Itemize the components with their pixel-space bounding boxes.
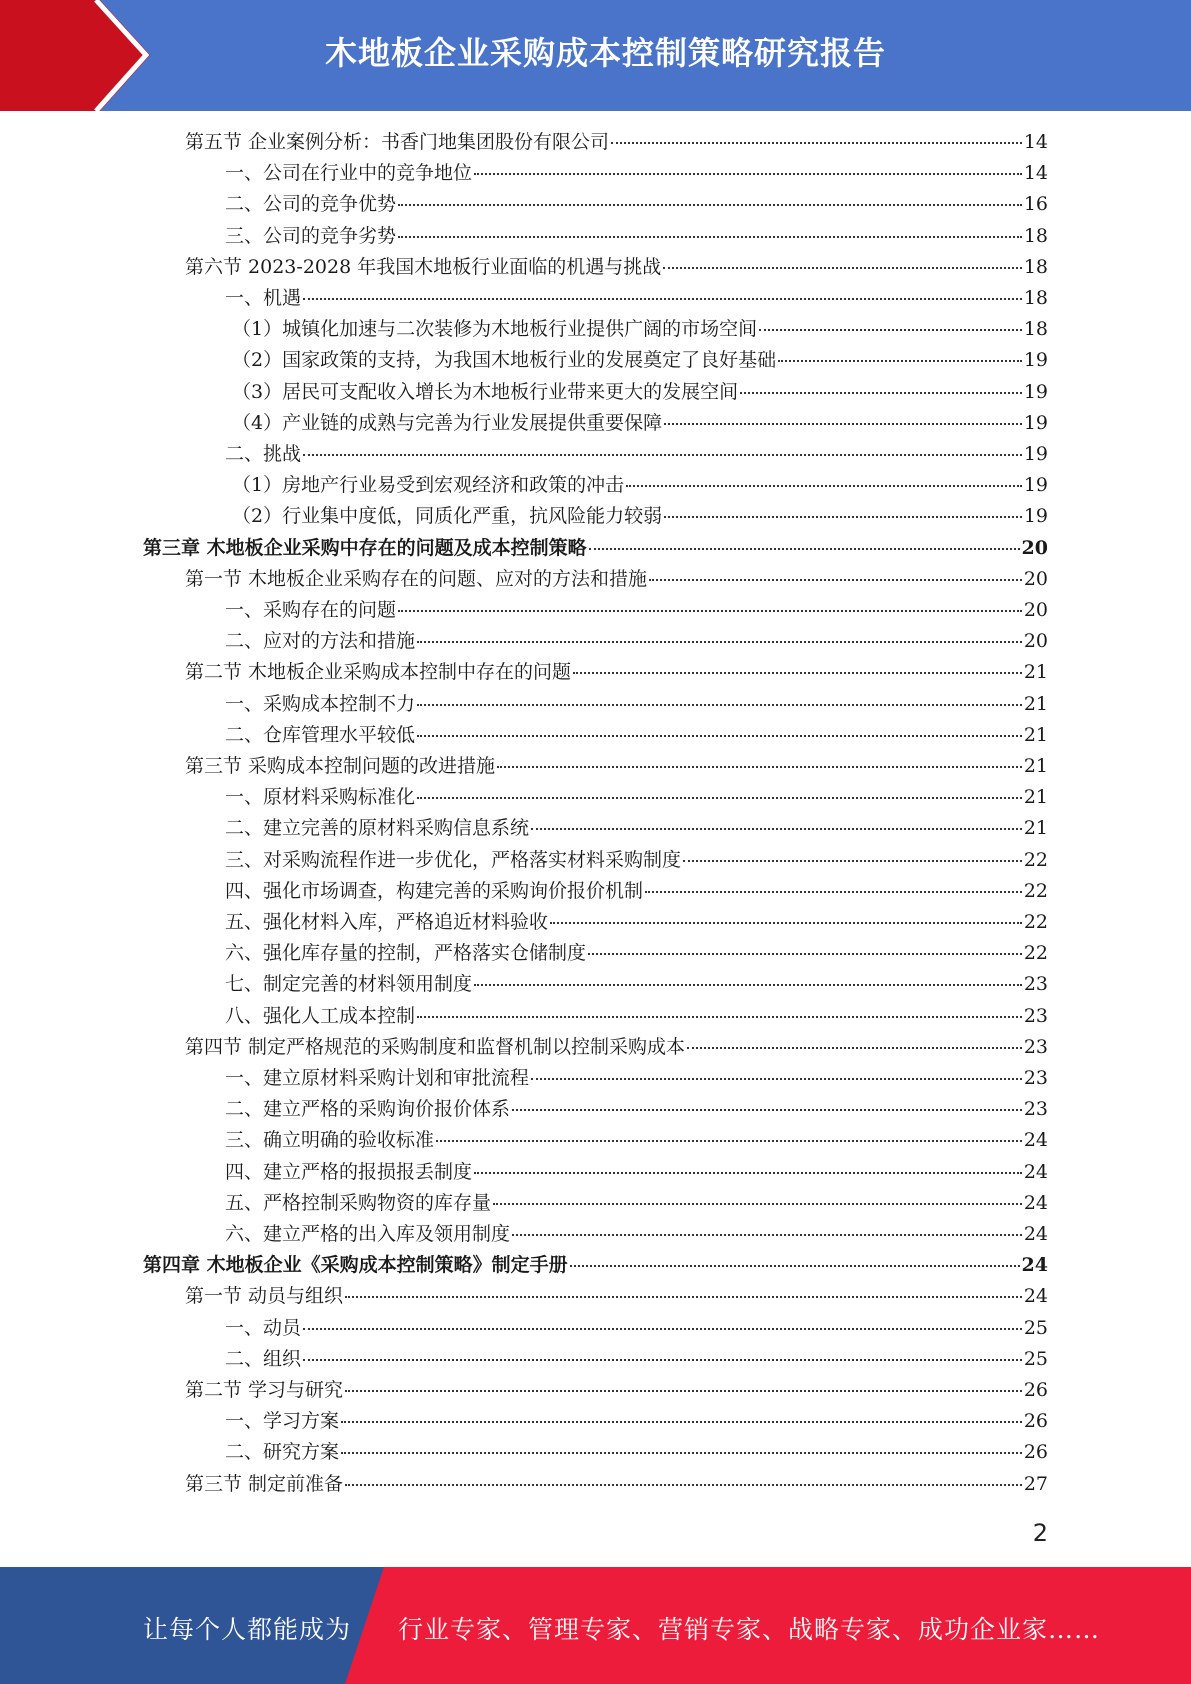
toc-entry-title: 一、建立原材料采购计划和审批流程: [225, 1067, 530, 1089]
toc-entry-title: 一、采购成本控制不力: [225, 692, 416, 715]
toc-entry-title: 第三章 木地板企业采购中存在的问题及成本控制策略: [143, 536, 587, 559]
toc-entry[interactable]: [225, 1157, 1048, 1188]
page-header: [0, 0, 1191, 111]
toc-entry-page: 21: [1023, 786, 1048, 809]
toc-dot-leader: [497, 766, 1022, 768]
toc-dot-leader: [683, 860, 1022, 862]
toc-entry[interactable]: [225, 1437, 1048, 1468]
toc-entry-title: 八、强化人工成本控制: [225, 1004, 416, 1027]
toc-entry-page: 20: [1023, 567, 1048, 590]
toc-dot-leader: [436, 1140, 1022, 1142]
toc-entry-page: 21: [1023, 755, 1048, 777]
toc-entry-page: 25: [1023, 1316, 1048, 1339]
toc-entry-page: 21: [1023, 817, 1048, 840]
toc-entry-title: 第五节 企业案例分析：书香门地集团股份有限公司: [185, 131, 610, 153]
toc-entry-title: 三、对采购流程作进一步优化，严格落实材料采购制度: [225, 848, 682, 871]
toc-entry-title: （3）居民可支配收入增长为木地板行业带来更大的发展空间: [232, 380, 739, 403]
toc-entry-title: 第四章 木地板企业《采购成本控制策略》制定手册: [143, 1254, 568, 1277]
toc-entry-title: 二、公司的竞争优势: [225, 193, 397, 216]
toc-entry-title: 一、动员: [225, 1316, 302, 1339]
toc-entry-page: 23: [1023, 973, 1048, 996]
toc-dot-leader: [303, 1328, 1022, 1330]
toc-entry-page: 19: [1023, 443, 1048, 465]
toc-entry-title: 七、制定完善的材料领用制度: [225, 973, 473, 996]
toc-entry[interactable]: [225, 813, 1048, 844]
toc-entry[interactable]: [185, 1032, 1048, 1063]
toc-entry-title: 第三节 采购成本控制问题的改进措施: [185, 755, 496, 777]
toc-entry-page: 24: [1023, 1191, 1048, 1214]
toc-entry[interactable]: [225, 283, 1048, 314]
toc-entry-title: 第二节 木地板企业采购成本控制中存在的问题: [185, 661, 572, 684]
toc-entry-page: 24: [1023, 1285, 1048, 1308]
toc-entry-page: 18: [1023, 255, 1048, 278]
toc-entry[interactable]: [185, 564, 1048, 595]
toc-entry-page: 24: [1021, 1254, 1048, 1277]
toc-entry[interactable]: [225, 1094, 1048, 1125]
toc-entry-title: 二、挑战: [225, 443, 302, 465]
toc-entry-page: 14: [1023, 162, 1048, 185]
toc-entry-title: 二、建立完善的原材料采购信息系统: [225, 817, 530, 840]
toc-entry-page: 21: [1023, 723, 1048, 746]
toc-entry[interactable]: [225, 845, 1048, 876]
toc-entry[interactable]: [185, 1281, 1048, 1312]
toc-dot-leader: [341, 1421, 1022, 1423]
toc-entry-title: 六、强化库存量的控制，严格落实仓储制度: [225, 942, 587, 965]
toc-dot-leader: [570, 1265, 1020, 1267]
toc-entry-title: 二、应对的方法和措施: [225, 630, 416, 653]
toc-entry-title: 五、强化材料入库，严格追近材料验收: [225, 911, 549, 933]
toc-entry-title: 一、原材料采购标准化: [225, 786, 416, 809]
toc-dot-leader: [341, 1452, 1022, 1454]
toc-dot-leader: [663, 267, 1022, 269]
toc-entry[interactable]: [232, 408, 1048, 439]
toc-entry-title: 五、严格控制采购物资的库存量: [225, 1191, 492, 1214]
footer-slogan-right: 行业专家、管理专家、营销专家、战略专家、成功企业家……: [398, 1615, 1101, 1644]
toc-entry-title: 六、建立严格的出入库及领用制度: [225, 1223, 511, 1245]
toc-dot-leader: [345, 1296, 1022, 1298]
toc-entry-page: 24: [1023, 1223, 1048, 1245]
toc-dot-leader: [474, 1172, 1022, 1174]
toc-dot-leader: [474, 984, 1022, 986]
toc-entry[interactable]: [232, 345, 1048, 376]
toc-entry-title: 第一节 木地板企业采购存在的问题、应对的方法和措施: [185, 567, 648, 590]
toc-dot-leader: [398, 610, 1022, 612]
toc-entry[interactable]: [225, 1344, 1048, 1375]
toc-dot-leader: [626, 485, 1022, 487]
toc-entry-page: 19: [1023, 411, 1048, 434]
toc-entry-title: （1）城镇化加速与二次装修为木地板行业提供广阔的市场空间: [232, 318, 758, 341]
toc-dot-leader: [417, 735, 1022, 737]
toc-entry-title: （2）国家政策的支持，为我国木地板行业的发展奠定了良好基础: [232, 349, 777, 372]
toc-entry-page: 21: [1023, 661, 1048, 684]
toc-entry-page: 18: [1023, 287, 1048, 309]
toc-entry[interactable]: [232, 501, 1048, 532]
toc-entry-title: 一、机遇: [225, 287, 302, 309]
toc-dot-leader: [303, 1359, 1022, 1361]
toc-entry[interactable]: [225, 938, 1048, 969]
toc-entry[interactable]: [143, 533, 1048, 564]
toc-entry[interactable]: [225, 1125, 1048, 1156]
toc-entry-page: 26: [1023, 1379, 1048, 1401]
toc-entry[interactable]: [225, 595, 1048, 626]
toc-entry[interactable]: [225, 1406, 1048, 1437]
toc-dot-leader: [345, 1390, 1022, 1392]
toc-entry[interactable]: [185, 1469, 1048, 1500]
toc-entry-title: 一、学习方案: [225, 1410, 340, 1433]
toc-entry-title: 第四节 制定严格规范的采购制度和监督机制以控制采购成本: [185, 1035, 686, 1058]
toc-entry-title: 一、公司在行业中的竞争地位: [225, 162, 473, 185]
toc-entry[interactable]: [225, 189, 1048, 220]
toc-entry-page: 26: [1023, 1441, 1048, 1464]
toc-dot-leader: [417, 704, 1022, 706]
toc-entry-page: 19: [1023, 474, 1048, 497]
toc-dot-leader: [417, 797, 1022, 799]
toc-dot-leader: [531, 1078, 1022, 1080]
toc-entry-title: （2）行业集中度低，同质化严重，抗风险能力较弱: [232, 505, 663, 528]
report-title: 木地板企业采购成本控制策略研究报告: [324, 34, 886, 72]
toc-entry-title: 第二节 学习与研究: [185, 1379, 344, 1401]
toc-entry-title: 二、研究方案: [225, 1441, 340, 1464]
toc-dot-leader: [589, 548, 1020, 550]
toc-entry[interactable]: [185, 751, 1048, 782]
toc-entry-page: 16: [1023, 193, 1048, 216]
toc-entry[interactable]: [225, 782, 1048, 813]
toc-dot-leader: [303, 454, 1022, 456]
toc-entry-page: 20: [1021, 536, 1048, 559]
toc-entry[interactable]: [225, 1001, 1048, 1032]
toc-entry[interactable]: [185, 252, 1048, 283]
toc-entry-title: 第六节 2023-2028 年我国木地板行业面临的机遇与挑战: [185, 255, 662, 278]
toc-entry[interactable]: [232, 470, 1048, 501]
toc-entry[interactable]: [185, 1375, 1048, 1406]
toc-entry[interactable]: [185, 127, 1048, 158]
toc-entry-page: 19: [1023, 349, 1048, 372]
toc-entry[interactable]: [225, 158, 1048, 189]
toc-entry[interactable]: [232, 314, 1048, 345]
toc-dot-leader: [398, 236, 1022, 238]
toc-entry-page: 20: [1023, 630, 1048, 653]
toc-entry-page: 23: [1023, 1067, 1048, 1089]
toc-dot-leader: [345, 1484, 1022, 1486]
toc-entry-page: 27: [1023, 1472, 1048, 1495]
toc-entry-page: 23: [1023, 1035, 1048, 1058]
toc-entry-title: 第一节 动员与组织: [185, 1285, 344, 1308]
toc-entry-page: 19: [1023, 505, 1048, 528]
toc-dot-leader: [512, 1109, 1022, 1111]
toc-entry[interactable]: [225, 221, 1048, 252]
toc-entry[interactable]: [225, 1313, 1048, 1344]
toc-entry-page: 21: [1023, 692, 1048, 715]
toc-entry-title: 四、强化市场调查，构建完善的采购询价报价机制: [225, 879, 644, 902]
toc-dot-leader: [474, 173, 1022, 175]
toc-entry-title: （4）产业链的成熟与完善为行业发展提供重要保障: [232, 411, 663, 434]
toc-dot-leader: [759, 329, 1022, 331]
toc-entry-page: 19: [1023, 380, 1048, 403]
toc-dot-leader: [740, 392, 1022, 394]
toc-entry-title: （1）房地产行业易受到宏观经济和政策的冲击: [232, 474, 625, 497]
toc-dot-leader: [687, 1047, 1022, 1049]
toc-dot-leader: [649, 579, 1022, 581]
toc-dot-leader: [493, 1203, 1022, 1205]
toc-dot-leader: [645, 891, 1022, 893]
toc-entry-page: 14: [1023, 131, 1048, 153]
toc-dot-leader: [664, 516, 1022, 518]
toc-entry-page: 18: [1023, 318, 1048, 341]
toc-entry[interactable]: [225, 907, 1048, 938]
toc-dot-leader: [778, 360, 1022, 362]
toc-entry[interactable]: [225, 1188, 1048, 1219]
toc-entry-page: 23: [1023, 1004, 1048, 1027]
toc-entry[interactable]: [225, 876, 1048, 907]
toc-dot-leader: [512, 1234, 1022, 1236]
toc-dot-leader: [588, 953, 1022, 955]
toc-entry-page: 22: [1023, 848, 1048, 871]
toc-entry[interactable]: [225, 439, 1048, 470]
toc-entry-page: 24: [1023, 1129, 1048, 1152]
toc-entry-title: 二、建立严格的采购询价报价体系: [225, 1098, 511, 1121]
toc-dot-leader: [303, 298, 1022, 300]
toc-entry[interactable]: [225, 689, 1048, 720]
toc-entry-title: 二、组织: [225, 1347, 302, 1370]
toc-entry-page: 22: [1023, 879, 1048, 902]
toc-entry-page: 24: [1023, 1160, 1048, 1183]
toc-entry-page: 23: [1023, 1098, 1048, 1121]
toc-entry[interactable]: [185, 657, 1048, 688]
toc-dot-leader: [611, 142, 1022, 144]
toc-entry-title: 一、采购存在的问题: [225, 599, 397, 621]
toc-entry[interactable]: [225, 1219, 1048, 1250]
toc-dot-leader: [573, 672, 1022, 674]
toc-entry[interactable]: [225, 720, 1048, 751]
toc-entry-page: 25: [1023, 1347, 1048, 1370]
toc-dot-leader: [664, 423, 1022, 425]
toc-entry-title: 第三节 制定前准备: [185, 1472, 344, 1495]
toc-dot-leader: [398, 204, 1022, 206]
toc-entry-page: 18: [1023, 224, 1048, 247]
toc-dot-leader: [417, 1016, 1022, 1018]
toc-dot-leader: [550, 922, 1022, 924]
toc-entry[interactable]: [225, 969, 1048, 1000]
toc-entry-title: 三、确立明确的验收标准: [225, 1129, 435, 1152]
toc-entry-title: 四、建立严格的报损报丢制度: [225, 1160, 473, 1183]
toc-entry-page: 22: [1023, 942, 1048, 965]
footer-slogan-left: 让每个人都能成为: [143, 1615, 352, 1644]
toc-entry[interactable]: [232, 377, 1048, 408]
toc-entry-page: 22: [1023, 911, 1048, 933]
toc-entry[interactable]: [225, 1063, 1048, 1094]
toc-entry-title: 三、公司的竞争劣势: [225, 224, 397, 247]
page-number: 2: [1032, 1519, 1048, 1547]
page-footer: [0, 1567, 1191, 1684]
toc-entry[interactable]: [225, 626, 1048, 657]
toc-entry-page: 26: [1023, 1410, 1048, 1433]
toc-entry[interactable]: [143, 1250, 1048, 1281]
toc-entry-title: 二、仓库管理水平较低: [225, 723, 416, 746]
toc-dot-leader: [531, 828, 1022, 830]
toc-entry-page: 20: [1023, 599, 1048, 621]
toc-dot-leader: [417, 641, 1022, 643]
